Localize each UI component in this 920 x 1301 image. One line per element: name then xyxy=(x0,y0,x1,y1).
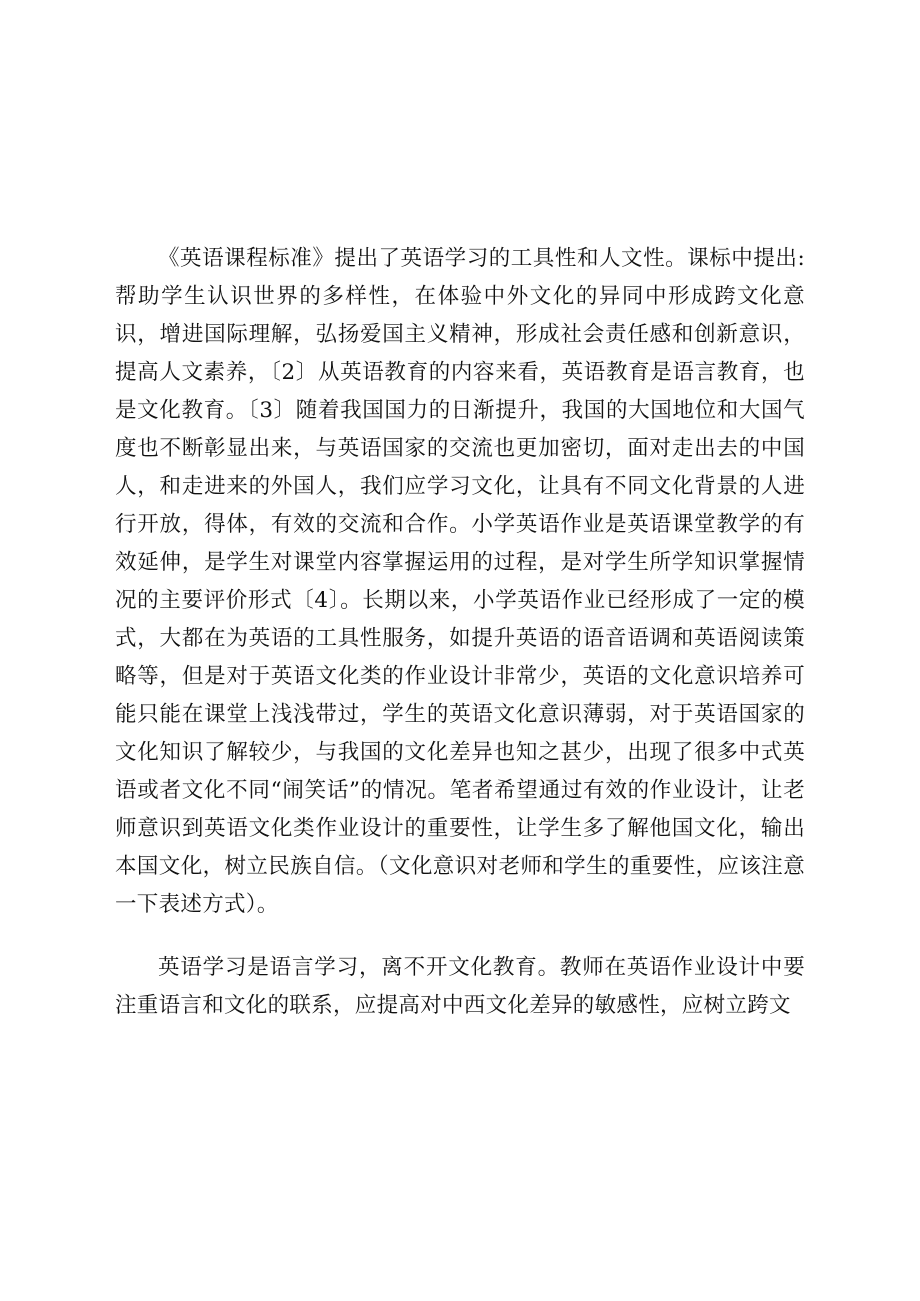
body-paragraph-2: 英语学习是语言学习，离不开文化教育。教师在英语作业设计中要注重语言和文化的联系，应提高对中西文化差异的敏感性，应树立跨文 xyxy=(115,955,805,1018)
body-paragraph-1: 《英语课程标准》提出了英语学习的工具性和人文性。课标中提出:帮助学生认识世界的多样性，在体验中外文化的异同中形成跨文化意识，增进国际理解，弘扬爱国主义精神，形成社会责任感和创新意识，提高人文素养，〔2〕从英语教育的内容来看，英语教育是语言教育，也是文化教育。〔3〕随着我国国力的日渐提升，我国的大国地位和大国气度也不断彰显出来，与英语国家的交流也更加密切，面对走出去的中国人，和走进来的外国人，我们应学习文化，让具有不同文化背景的人进行开放，得体，有效的交流和合作。小学英语作业是英语课堂教学的有效延伸，是学生对课堂内容掌握运用的过程，是对学生所学知识掌握情况的主要评价形式〔4〕。长期以来，小学英语作业已经形成了一定的模式，大都在为英语的工具性服务，如提升英语的语音语调和英语阅读策略等，但是对于英语文化类的作业设计非常少，英语的文化意识培养可能只能在课堂上浅浅带过，学生的英语文化意识薄弱，对于英语国家的文化知识了解较少，与我国的文化差异也知之甚少，出现了很多中式英语或者文化不同“闹笑话”的情况。笔者希望通过有效的作业设计，让老师意识到英语文化类作业设计的重要性，让学生多了解他国文化，输出本国文化，树立民族自信。（文化意识对老师和学生的重要性，应该注意一下表述方式）。 xyxy=(115,246,805,917)
